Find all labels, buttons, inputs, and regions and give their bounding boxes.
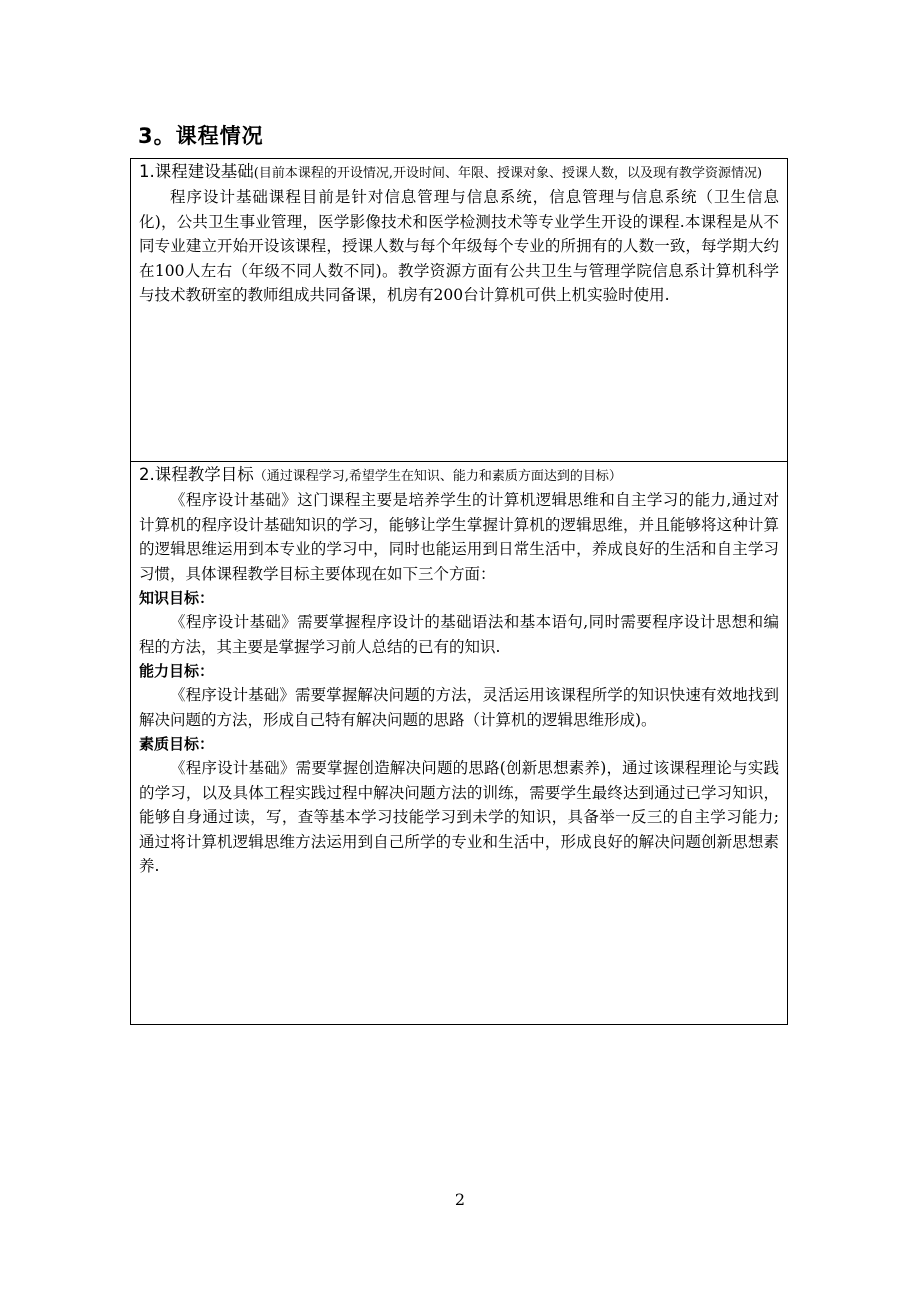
knowledge-goal-title: 知识目标： (139, 589, 215, 607)
course-foundation-title: 1.课程建设基础 (139, 162, 254, 181)
course-foundation-body: 程序设计基础课程目前是针对信息管理与信息系统，信息管理与信息系统（卫生信息化)，公共卫生事业管理，医学影像技术和医学检测技术等专业学生开设的课程.本课程是从不同专业建立开始开设该课程，授课人数与每个年级每个专业的所拥有的人数一致，每学期大约在100人左右（年级不同人数不同)。教学资源方面有公共卫生与管理学院信息系计算机科学与技术教研室的教师组成共同备课，机房有200台计算机可供上机实验时使用. (139, 188, 779, 304)
page-number: 2 (454, 1190, 466, 1209)
teaching-goals-intro: 《程序设计基础》这门课程主要是培养学生的计算机逻辑思维和自主学习的能力,通过对计算机的程序设计基础知识的学习，能够让学生掌握计算机的逻辑思维，并且能够将这种计算的逻辑思维运用到本专业的学习中，同时也能运用到日常生活中，养成良好的生活和自主学习习惯，具体课程教学目标主要体现在如下三个方面： (139, 491, 779, 583)
quality-goal-body: 《程序设计基础》需要掌握创造解决问题的思路(创新思想素养)，通过该课程理论与实践的学习，以及具体工程实践过程中解决问题方法的训练，需要学生最终达到通过已学习知识，能够自身通过读，写，查等基本学习技能学习到未学的知识，具备举一反三的自主学习能力;通过将计算机逻辑思维方法运用到自己所学的专业和生活中，形成良好的解决问题创新思想素养. (139, 759, 779, 875)
teaching-goals-title: 2.课程教学目标 (139, 465, 254, 484)
knowledge-goal-body: 《程序设计基础》需要掌握程序设计的基础语法和基本语句,同时需要程序设计思想和编程的方法，其主要是掌握学习前人总结的已有的知识. (139, 613, 779, 656)
teaching-goals-heading (139, 463, 779, 488)
course-foundation-note: (目前本课程的开设情况,开设时间、年限、授课对象、授课人数，以及现有教学资源情况) (253, 166, 763, 181)
ability-goal-body: 《程序设计基础》需要掌握解决问题的方法，灵活运用该课程所学的知识快速有效地找到解决问题的方法，形成自己特有解决问题的思路（计算机的逻辑思维形成)。 (139, 686, 779, 729)
course-foundation-box (130, 158, 788, 462)
course-foundation-heading (139, 160, 779, 185)
teaching-goals-note: （通过课程学习,希望学生在知识、能力和素质方面达到的目标） (253, 469, 622, 484)
ability-goal-title: 能力目标： (139, 662, 215, 680)
section-title: 3。课程情况 (138, 124, 264, 148)
teaching-goals-box (130, 461, 788, 1025)
quality-goal-title: 素质目标： (139, 735, 215, 753)
